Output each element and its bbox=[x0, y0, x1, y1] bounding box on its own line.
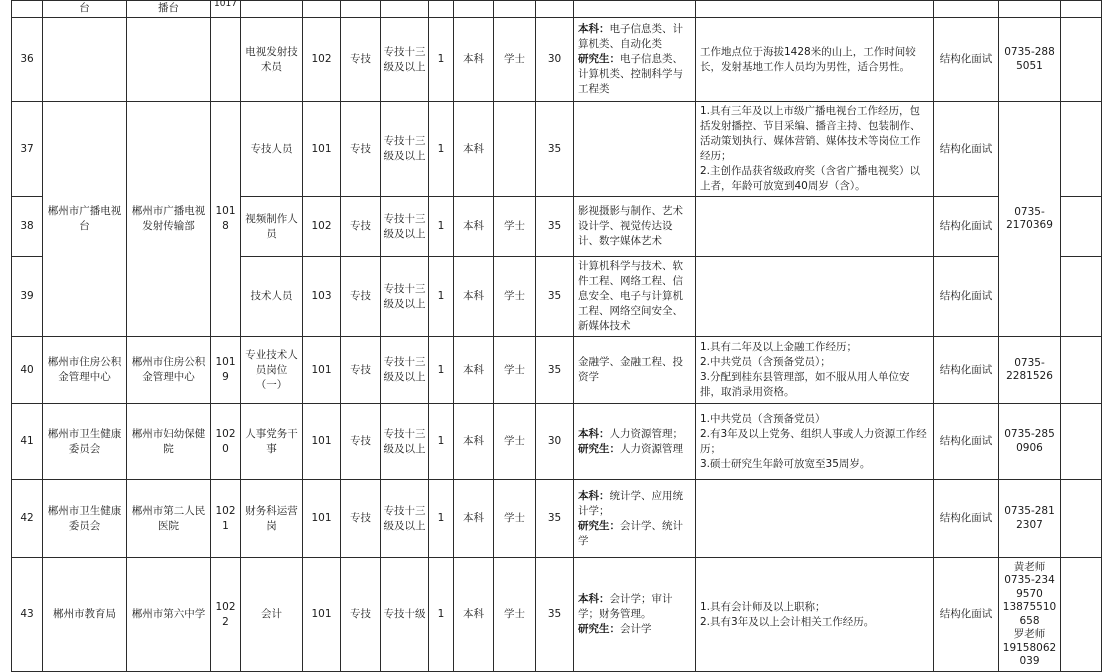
phone-line: 039 bbox=[1019, 655, 1040, 667]
phone-line: 2307 bbox=[1016, 518, 1043, 531]
cell-age: 35 bbox=[536, 102, 574, 197]
cell-degree: 学士 bbox=[494, 558, 536, 672]
cell-code bbox=[211, 18, 241, 102]
phone-line: 2170369 bbox=[1006, 219, 1053, 231]
table-row bbox=[12, 337, 1102, 404]
cell-count: 1 bbox=[429, 480, 454, 558]
phone-line: 0906 bbox=[1016, 441, 1043, 454]
cell-other-requirements bbox=[696, 197, 934, 257]
phone-line: 0735-234 bbox=[1004, 574, 1055, 586]
note-line: 3.分配到桂东县管理部，如不服从用人单位安排，取消录用资格。 bbox=[700, 371, 910, 398]
grad-label: 研究生： bbox=[578, 623, 620, 635]
recruitment-table-sheet bbox=[11, 0, 1061, 667]
undergrad-majors: 人力资源管理； bbox=[609, 427, 683, 440]
cell-no: 37 bbox=[12, 102, 43, 197]
cell-remark bbox=[1061, 558, 1102, 672]
table-row bbox=[12, 102, 1102, 197]
cell-empty bbox=[999, 1, 1061, 18]
phone-line: 0735-285 bbox=[1004, 428, 1055, 440]
cell-code: 1021 bbox=[211, 480, 241, 558]
note-line: 工作地点位于海拔1428米的山上，工作时间较长，发射基地工作人员均为男性，适合男性。 bbox=[700, 45, 916, 73]
cell-education: 本科 bbox=[454, 404, 494, 480]
cell-remark bbox=[1061, 480, 1102, 558]
cell-code: 1018 bbox=[211, 102, 241, 337]
cell-other-requirements bbox=[696, 558, 934, 672]
cell-other-requirements bbox=[696, 404, 934, 480]
cell-phone bbox=[999, 558, 1061, 672]
cell-empty bbox=[696, 1, 934, 18]
cell-position-title: 技术人员 bbox=[241, 257, 303, 337]
table-row bbox=[12, 404, 1102, 480]
cell-education: 本科 bbox=[454, 558, 494, 672]
undergrad-majors: 电子信息类、计算机类、自动化类 bbox=[578, 23, 683, 50]
cell-code: 1020 bbox=[211, 404, 241, 480]
cell-empty bbox=[536, 1, 574, 18]
cell-other-requirements bbox=[696, 480, 934, 558]
cell-empty bbox=[574, 1, 696, 18]
cell-empty bbox=[381, 1, 429, 18]
cell-grade: 专技十三级及以上 bbox=[381, 404, 429, 480]
cell-age: 35 bbox=[536, 480, 574, 558]
cell-count: 1 bbox=[429, 102, 454, 197]
phone-line: 19158062 bbox=[1002, 641, 1057, 654]
cell-position-title: 专技人员 bbox=[241, 102, 303, 197]
grad-label: 研究生： bbox=[578, 53, 620, 65]
phone-line: 0735-288 bbox=[1004, 46, 1055, 58]
cell-category: 专技 bbox=[341, 337, 381, 404]
cell-category: 专技 bbox=[341, 404, 381, 480]
cell-count: 1 bbox=[429, 404, 454, 480]
cell-major-requirement: 计算机科学与技术、软件工程、网络工程、信息安全、电子与计算机工程、网络空间安全、新媒体技术 bbox=[574, 257, 696, 337]
recruitment-table bbox=[11, 0, 1102, 672]
cell-remark bbox=[1061, 257, 1102, 337]
cell-grade: 专技十三级及以上 bbox=[381, 480, 429, 558]
cell-phone bbox=[999, 404, 1061, 480]
contact-name: 罗老师 bbox=[1013, 628, 1046, 640]
cell-position-code: 101 bbox=[303, 102, 341, 197]
cell-degree: 学士 bbox=[494, 480, 536, 558]
cell-code: 1017 bbox=[211, 1, 241, 18]
grad-label: 研究生： bbox=[578, 519, 620, 532]
grad-majors: 会计学、统计学 bbox=[578, 519, 683, 547]
cell-remark bbox=[1061, 197, 1102, 257]
cell-age: 35 bbox=[536, 257, 574, 337]
table-row bbox=[12, 480, 1102, 558]
cell-age: 35 bbox=[536, 337, 574, 404]
cell-position-code: 101 bbox=[303, 558, 341, 672]
cell-age: 35 bbox=[536, 197, 574, 257]
cell-category: 专技 bbox=[341, 197, 381, 257]
phone-line: 0735-281 bbox=[1004, 505, 1055, 517]
cell-empty bbox=[1061, 1, 1102, 18]
cell-education: 本科 bbox=[454, 480, 494, 558]
cell-unit: 郴州市广播电视台 bbox=[43, 102, 127, 337]
cell-count: 1 bbox=[429, 18, 454, 102]
cell-remark bbox=[1061, 102, 1102, 197]
note-line: 2.主创作品获省级政府奖（含省广播电视奖）以上者，年龄可放宽到40周岁（含）。 bbox=[700, 165, 921, 192]
cell-category: 专技 bbox=[341, 558, 381, 672]
cell-age: 30 bbox=[536, 18, 574, 102]
cell-empty bbox=[494, 1, 536, 18]
cell-no bbox=[12, 1, 43, 18]
undergrad-label: 本科： bbox=[578, 489, 610, 502]
undergrad-label: 本科： bbox=[578, 593, 610, 605]
cell-education: 本科 bbox=[454, 257, 494, 337]
cell-count: 1 bbox=[429, 558, 454, 672]
cell-position-title: 财务科运营岗 bbox=[241, 480, 303, 558]
cell-age: 35 bbox=[536, 558, 574, 672]
cell-degree bbox=[494, 102, 536, 197]
cell-position-code: 101 bbox=[303, 480, 341, 558]
cell-education: 本科 bbox=[454, 102, 494, 197]
cell-age: 30 bbox=[536, 404, 574, 480]
cell-other-requirements bbox=[696, 337, 934, 404]
cell-empty bbox=[454, 1, 494, 18]
cell-exam: 结构化面试 bbox=[934, 18, 999, 102]
cell-education: 本科 bbox=[454, 337, 494, 404]
grad-majors: 人力资源管理 bbox=[620, 442, 683, 455]
cell-position-code: 101 bbox=[303, 404, 341, 480]
cell-category: 专技 bbox=[341, 480, 381, 558]
cell-count: 1 bbox=[429, 197, 454, 257]
cell-unit: 郴州市卫生健康委员会 bbox=[43, 480, 127, 558]
cell-no: 43 bbox=[12, 558, 43, 672]
cell-position-code: 102 bbox=[303, 197, 341, 257]
cell-grade: 专技十三级及以上 bbox=[381, 257, 429, 337]
cell-grade: 专技十三级及以上 bbox=[381, 18, 429, 102]
note-line: 1.中共党员（含预备党员） bbox=[700, 412, 826, 425]
cell-education: 本科 bbox=[454, 197, 494, 257]
cell-dept bbox=[127, 18, 211, 102]
cell-phone bbox=[999, 337, 1061, 404]
cell-position-title: 人事党务干事 bbox=[241, 404, 303, 480]
cell-unit: 台 bbox=[43, 1, 127, 18]
cell-position-title: 专业技术人员岗位（一） bbox=[241, 337, 303, 404]
cell-category: 专技 bbox=[341, 257, 381, 337]
cell-major-requirement: 影视摄影与制作、艺术设计学、视觉传达设计、数字媒体艺术 bbox=[574, 197, 696, 257]
note-line: 3.硕士研究生年龄可放宽至35周岁。 bbox=[700, 457, 871, 470]
phone-line: 5051 bbox=[1016, 59, 1043, 72]
table-row bbox=[12, 558, 1102, 672]
cell-grade: 专技十级 bbox=[381, 558, 429, 672]
phone-line: 0735- bbox=[1014, 356, 1045, 369]
cell-exam: 结构化面试 bbox=[934, 404, 999, 480]
cell-remark bbox=[1061, 18, 1102, 102]
cell-position-code: 103 bbox=[303, 257, 341, 337]
cell-grade: 专技十三级及以上 bbox=[381, 197, 429, 257]
phone-line: 0735- bbox=[1014, 205, 1045, 218]
cell-other-requirements bbox=[696, 257, 934, 337]
cell-count: 1 bbox=[429, 337, 454, 404]
cell-degree: 学士 bbox=[494, 337, 536, 404]
undergrad-label: 本科： bbox=[578, 427, 610, 440]
cell-degree: 学士 bbox=[494, 404, 536, 480]
cell-phone bbox=[999, 18, 1061, 102]
note-line: 1.具有二年及以上金融工作经历； bbox=[700, 341, 858, 353]
cell-other-requirements bbox=[696, 102, 934, 197]
cell-unit bbox=[43, 18, 127, 102]
cell-grade: 专技十三级及以上 bbox=[381, 337, 429, 404]
undergrad-majors: 统计学、应用统计学； bbox=[578, 489, 683, 517]
cell-empty bbox=[934, 1, 999, 18]
cell-category: 专技 bbox=[341, 102, 381, 197]
cell-major-requirement bbox=[574, 480, 696, 558]
table-row bbox=[12, 18, 1102, 102]
cell-no: 39 bbox=[12, 257, 43, 337]
cell-unit: 郴州市卫生健康委员会 bbox=[43, 404, 127, 480]
cell-code: 1022 bbox=[211, 558, 241, 672]
grad-majors: 会计学 bbox=[620, 623, 652, 635]
cell-position-title: 会计 bbox=[241, 558, 303, 672]
note-line: 2.具有3年及以上会计相关工作经历。 bbox=[700, 615, 875, 628]
cell-exam: 结构化面试 bbox=[934, 102, 999, 197]
cell-no: 40 bbox=[12, 337, 43, 404]
cell-unit: 郴州市教育局 bbox=[43, 558, 127, 672]
cell-empty bbox=[341, 1, 381, 18]
phone-line: 2281526 bbox=[1006, 370, 1053, 382]
cell-major-requirement bbox=[574, 102, 696, 197]
cell-category: 专技 bbox=[341, 18, 381, 102]
contact-name: 黄老师 bbox=[1013, 560, 1046, 573]
phone-line: 9570 bbox=[1016, 587, 1043, 600]
cell-major-requirement bbox=[574, 558, 696, 672]
grad-majors: 电子信息类、计算机类、控制科学与工程类 bbox=[578, 53, 683, 95]
cell-position-title: 电视发射技术员 bbox=[241, 18, 303, 102]
cell-dept: 郴州市住房公积金管理中心 bbox=[127, 337, 211, 404]
phone-line: 13875510 bbox=[1002, 601, 1057, 613]
cell-no: 41 bbox=[12, 404, 43, 480]
cell-exam: 结构化面试 bbox=[934, 197, 999, 257]
cell-phone bbox=[999, 480, 1061, 558]
note-line: 1.具有三年及以上市级广播电视台工作经历，包括发射播控、节目采编、播音主持、包装制作、活动策划执行、媒体营销、媒体技术等岗位工作经历； bbox=[700, 105, 921, 162]
cell-degree: 学士 bbox=[494, 18, 536, 102]
cell-no: 36 bbox=[12, 18, 43, 102]
cell-position-title: 视频制作人员 bbox=[241, 197, 303, 257]
phone-line: 658 bbox=[1019, 614, 1040, 627]
cell-dept: 郴州市广播电视发射传输部 bbox=[127, 102, 211, 337]
cell-education: 本科 bbox=[454, 18, 494, 102]
cell-empty bbox=[303, 1, 341, 18]
note-line: 2.中共党员（含预备党员）； bbox=[700, 356, 831, 368]
cell-position-code: 101 bbox=[303, 337, 341, 404]
cell-dept: 郴州市第六中学 bbox=[127, 558, 211, 672]
grad-label: 研究生： bbox=[578, 442, 620, 455]
cell-major-requirement: 金融学、金融工程、投资学 bbox=[574, 337, 696, 404]
cell-grade: 专技十三级及以上 bbox=[381, 102, 429, 197]
cell-unit: 郴州市住房公积金管理中心 bbox=[43, 337, 127, 404]
cell-phone bbox=[999, 102, 1061, 337]
table-row bbox=[12, 1, 1102, 18]
cell-count: 1 bbox=[429, 257, 454, 337]
cell-degree: 学士 bbox=[494, 257, 536, 337]
cell-major-requirement bbox=[574, 404, 696, 480]
cell-degree: 学士 bbox=[494, 197, 536, 257]
cell-major-requirement bbox=[574, 18, 696, 102]
note-line: 1.具有会计师及以上职称； bbox=[700, 600, 826, 613]
cell-exam: 结构化面试 bbox=[934, 257, 999, 337]
cell-remark bbox=[1061, 337, 1102, 404]
cell-remark bbox=[1061, 404, 1102, 480]
cell-exam: 结构化面试 bbox=[934, 558, 999, 672]
note-line: 2.有3年及以上党务、组织人事或人力资源工作经历； bbox=[700, 427, 927, 455]
cell-dept: 郴州市第二人民医院 bbox=[127, 480, 211, 558]
cell-code: 1019 bbox=[211, 337, 241, 404]
undergrad-label: 本科： bbox=[578, 23, 610, 35]
cell-empty bbox=[241, 1, 303, 18]
cell-no: 38 bbox=[12, 197, 43, 257]
cell-position-code: 102 bbox=[303, 18, 341, 102]
cell-other-requirements bbox=[696, 18, 934, 102]
cell-dept: 播台 bbox=[127, 1, 211, 18]
cell-exam: 结构化面试 bbox=[934, 480, 999, 558]
cell-exam: 结构化面试 bbox=[934, 337, 999, 404]
cell-no: 42 bbox=[12, 480, 43, 558]
undergrad-majors: 会计学；审计学；财务管理。 bbox=[578, 593, 673, 620]
cell-empty bbox=[429, 1, 454, 18]
cell-dept: 郴州市妇幼保健院 bbox=[127, 404, 211, 480]
